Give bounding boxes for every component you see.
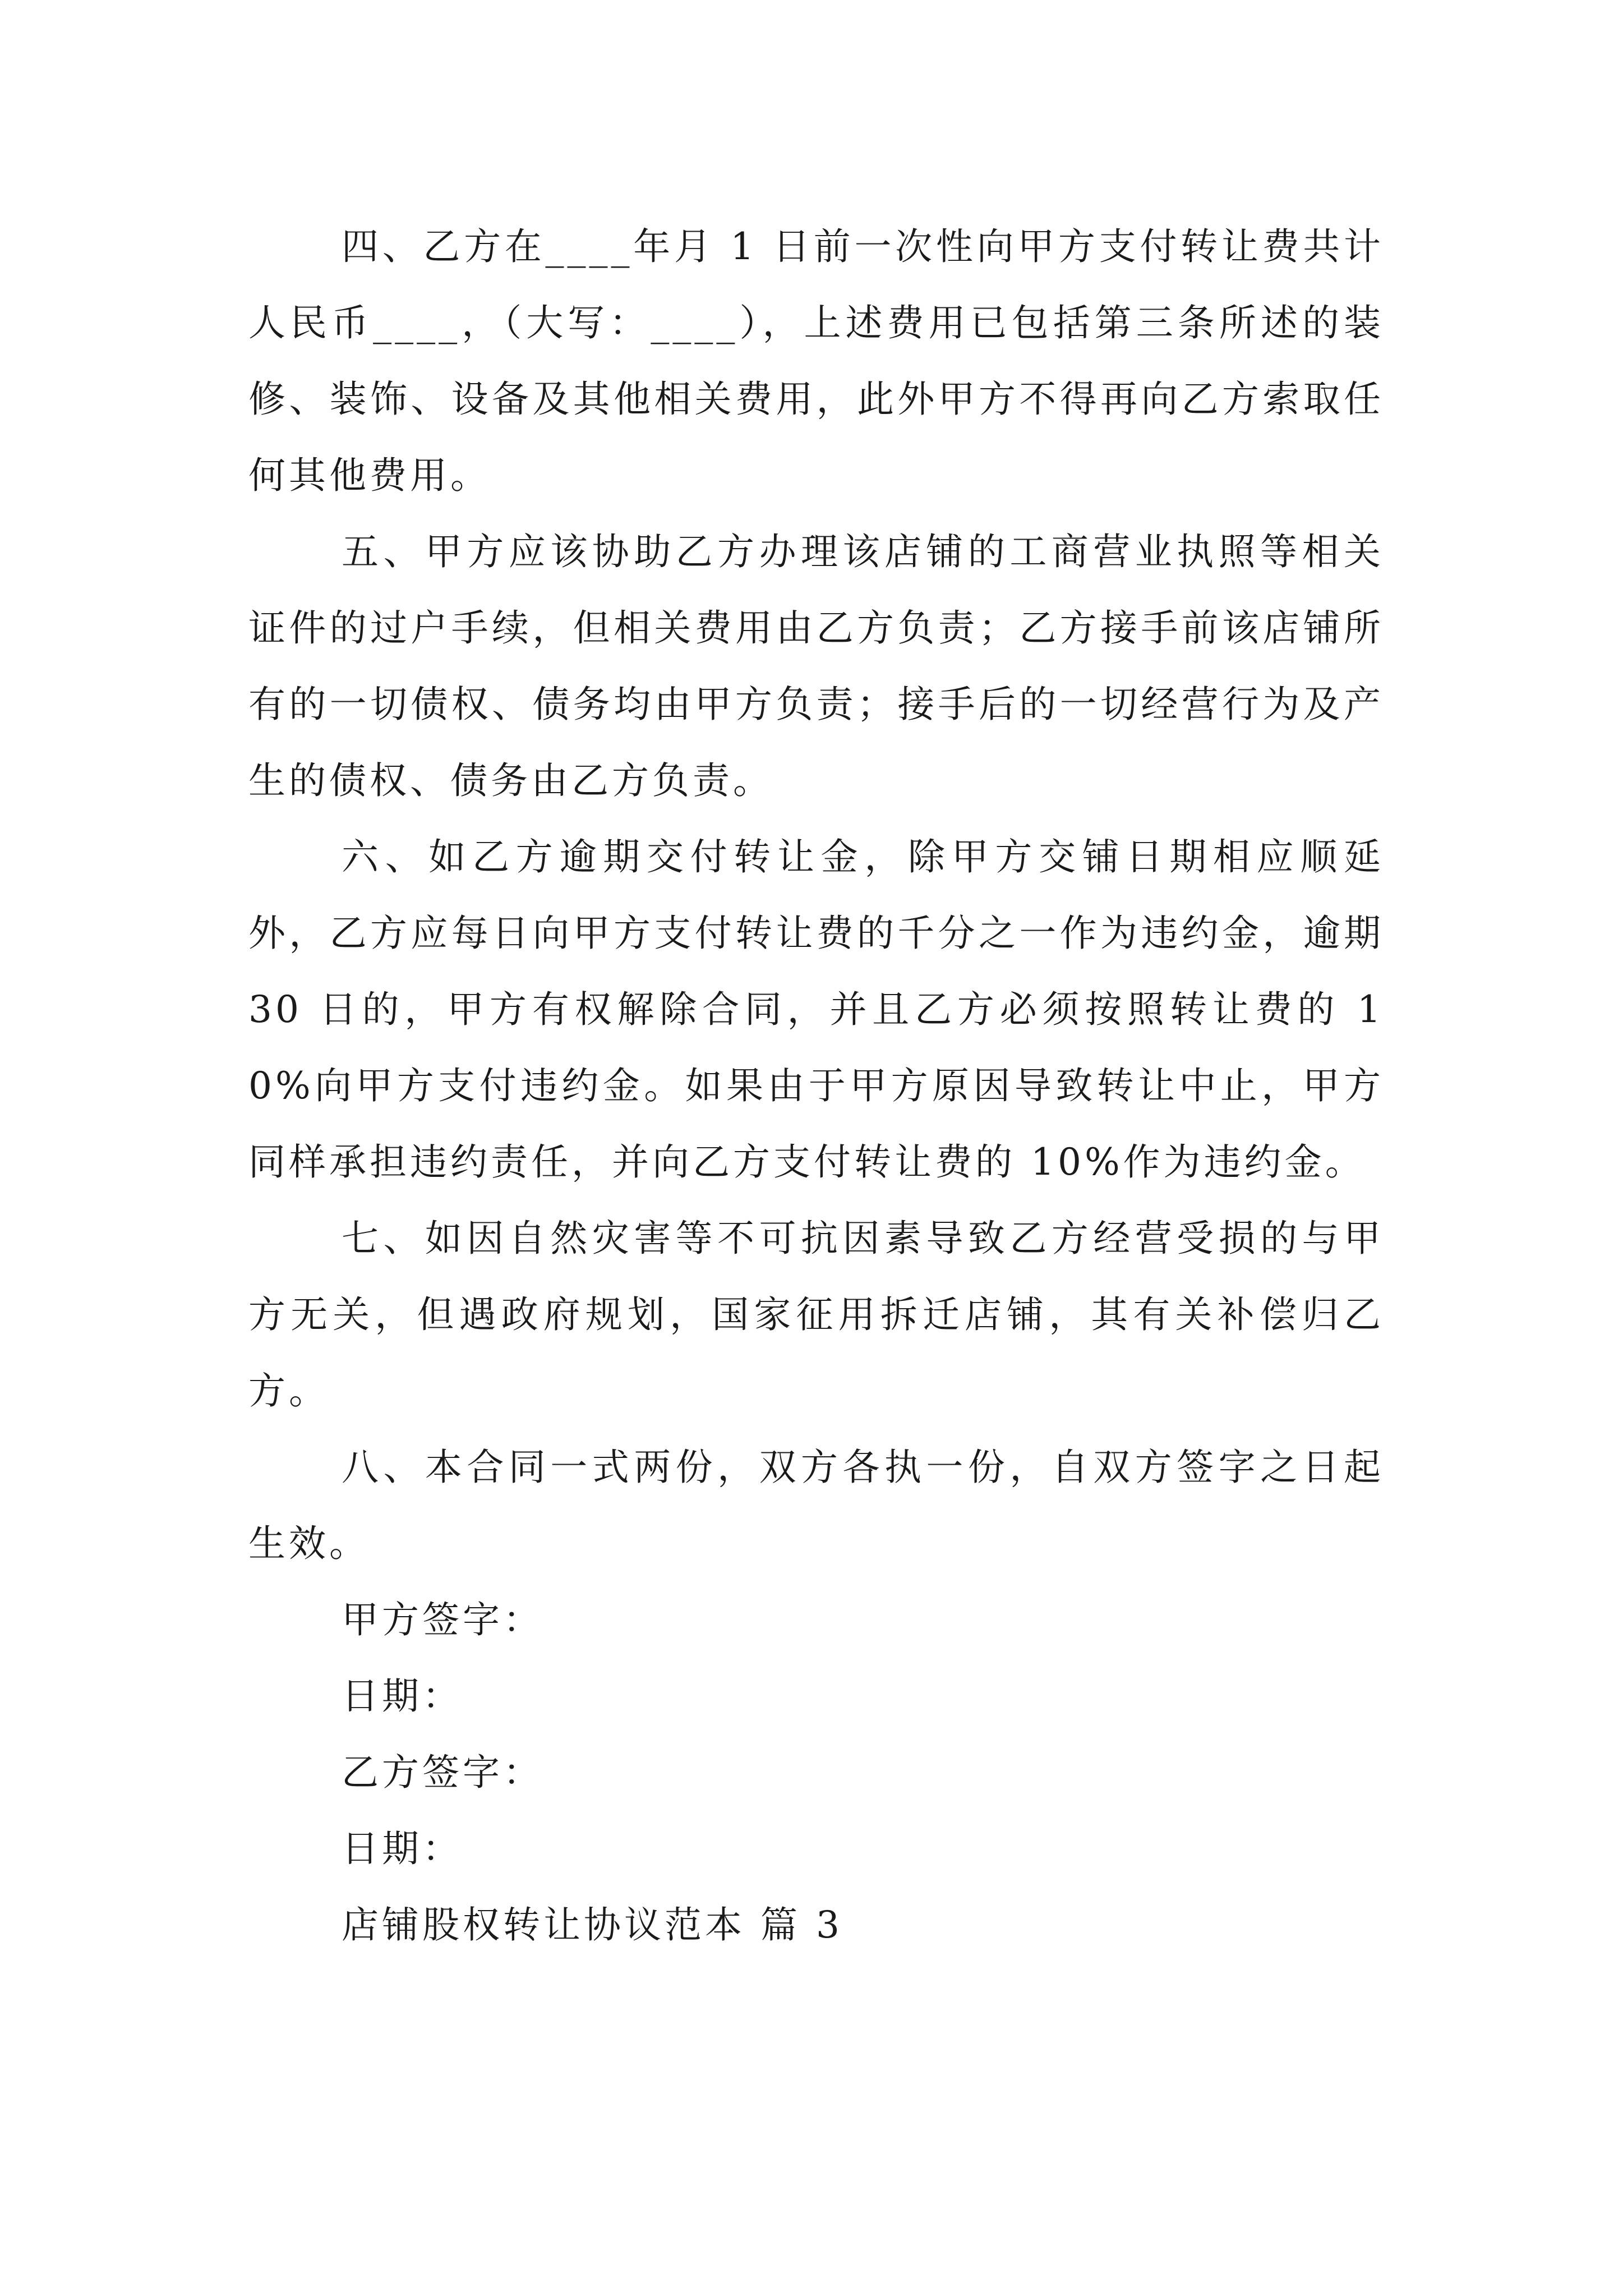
clause-5: 五、甲方应该协助乙方办理该店铺的工商营业执照等相关证件的过户手续，但相关费用由乙方负责；乙方接手前该店铺所有的一切债权、债务均由甲方负责；接手后的一切经营行为及产生的债权、债务由乙方负责。 <box>248 530 1384 802</box>
party-b-date-label: 日期： <box>342 1827 463 1870</box>
party-a-date-label: 日期： <box>342 1674 463 1718</box>
document-page <box>248 209 1384 1963</box>
clause-8: 八、本合同一式两份，双方各执一份，自双方签字之日起生效。 <box>248 1446 1384 1565</box>
clause-6: 六、如乙方逾期交付转让金，除甲方交铺日期相应顺延外，乙方应每日向甲方支付转让费的千分之一作为违约金，逾期 30 日的，甲方有权解除合同，并且乙方必须按照转让费的 10%向甲方支付违约金。如果由于甲方原因导致转让中止，甲方同样承担违约责任，并向乙方支付转让费的 10%作为违约金。 <box>248 835 1384 1184</box>
clause-7: 七、如因自然灾害等不可抗因素导致乙方经营受损的与甲方无关，但遇政府规划，国家征用拆迁店铺，其有关补偿归乙方。 <box>248 1217 1384 1412</box>
clause-4: 四、乙方在____年月 1 日前一次性向甲方支付转让费共计人民币____，（大写：____），上述费用已包括第三条所述的装修、装饰、设备及其他相关费用，此外甲方不得再向乙方索取任何其他费用。 <box>248 225 1384 497</box>
signature-block <box>248 1582 1384 1887</box>
next-section-title: 店铺股权转让协议范本 篇 3 <box>342 1903 843 1947</box>
party-b-signature-label: 乙方签字： <box>342 1751 543 1794</box>
party-a-signature-label: 甲方签字： <box>342 1598 543 1641</box>
